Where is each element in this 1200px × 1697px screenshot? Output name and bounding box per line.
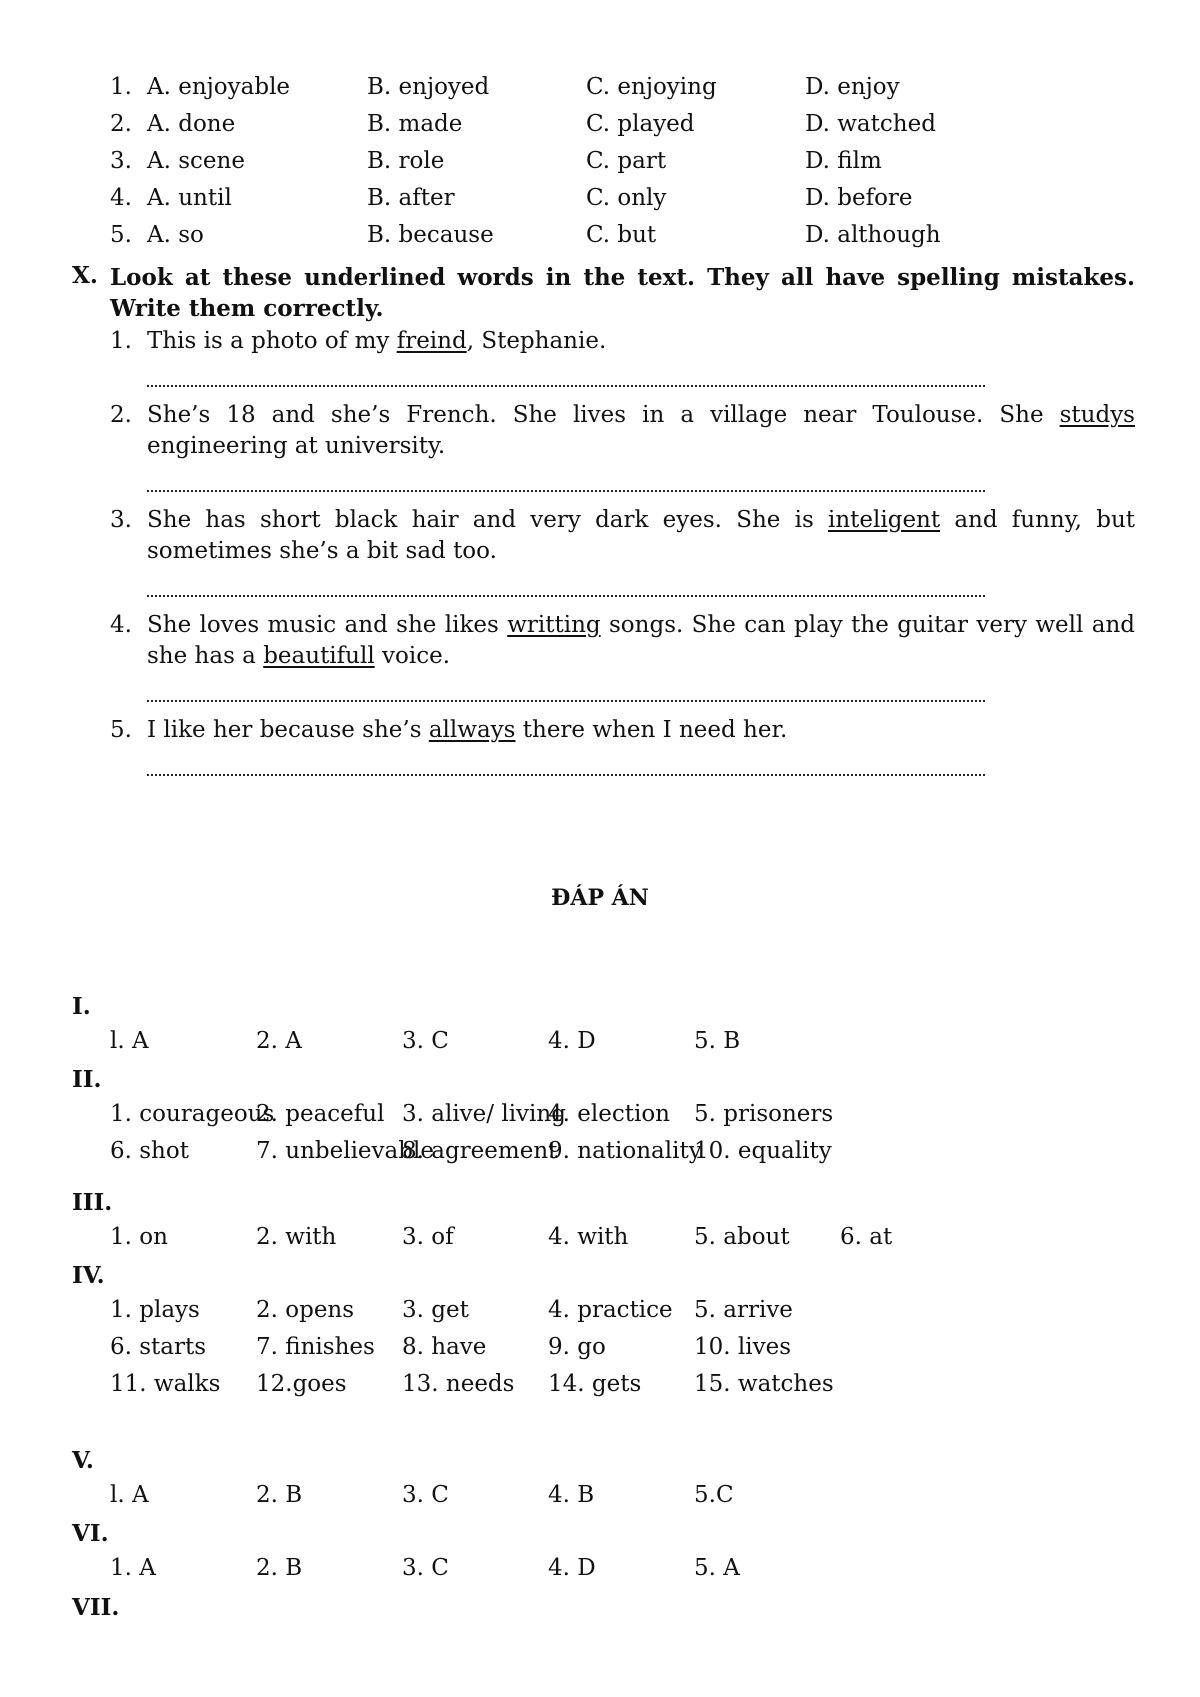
- answer-section-label: III.: [72, 1189, 113, 1216]
- option-d: D. enjoy: [805, 74, 900, 100]
- answer-item: 2. A: [256, 1028, 302, 1054]
- question-text: [147, 400, 1135, 462]
- answer-item: 5. arrive: [694, 1297, 793, 1323]
- answer-item: 5.C: [694, 1482, 734, 1508]
- option-d: D. watched: [805, 111, 936, 137]
- question-text-part: She loves music and she likes: [147, 612, 508, 638]
- option-a: A. done: [147, 111, 236, 137]
- misspelled-word: beautifull: [263, 643, 375, 669]
- question-text-part: , Stephanie.: [466, 328, 607, 354]
- section-x-instruction: Look at these underlined words in the text. They all have spelling mistakes. Write them correctly.: [110, 264, 1135, 322]
- answer-item: 1. courageous: [110, 1101, 275, 1127]
- question-text: [147, 326, 1135, 357]
- mc-row: [110, 148, 1010, 182]
- answer-line[interactable]: [147, 595, 985, 597]
- answer-item: 1. A: [110, 1555, 156, 1581]
- option-a: A. scene: [147, 148, 245, 174]
- answer-section-label: VI.: [72, 1520, 109, 1547]
- answer-item: 5. about: [694, 1224, 790, 1250]
- answer-row: [110, 1138, 1060, 1172]
- question-text: [147, 715, 1135, 746]
- misspelled-word: studys: [1059, 402, 1135, 428]
- mc-number: 2.: [110, 111, 132, 137]
- answer-section-label: IV.: [72, 1262, 105, 1289]
- answer-section-label: I.: [72, 993, 91, 1020]
- mc-row: [110, 74, 1010, 108]
- mc-row: [110, 185, 1010, 219]
- answer-line[interactable]: [147, 700, 985, 702]
- answer-key-title: ĐÁP ÁN: [551, 885, 649, 911]
- answer-item: 12.goes: [256, 1371, 347, 1397]
- mc-number: 3.: [110, 148, 132, 174]
- question-text-part: songs. She can play the guitar very well and she has a: [147, 612, 1135, 669]
- option-c: C. enjoying: [586, 74, 717, 100]
- answer-item: 9. go: [548, 1334, 606, 1360]
- question-text-part: She has short black hair and very dark eyes. She is: [147, 507, 828, 533]
- mc-row: [110, 111, 1010, 145]
- option-a: A. so: [147, 222, 204, 248]
- question-text-part: voice.: [374, 643, 451, 669]
- option-b: B. enjoyed: [367, 74, 490, 100]
- answer-line[interactable]: [147, 774, 985, 776]
- answer-item: 3. C: [402, 1482, 449, 1508]
- answer-item: 11. walks: [110, 1371, 221, 1397]
- answer-row: [110, 1028, 1060, 1062]
- answer-item: 5. B: [694, 1028, 741, 1054]
- answer-item: 10. lives: [694, 1334, 792, 1360]
- answer-item: 6. starts: [110, 1334, 207, 1360]
- question-number: 4.: [110, 612, 132, 638]
- answer-item: 6. shot: [110, 1138, 189, 1164]
- answer-item: 7. unbelievable: [256, 1138, 434, 1164]
- answer-item: 2. peaceful: [256, 1101, 385, 1127]
- answer-item: l. A: [110, 1028, 149, 1054]
- option-d: D. before: [805, 185, 913, 211]
- answer-item: 3. get: [402, 1297, 469, 1323]
- option-d: D. although: [805, 222, 941, 248]
- answer-row: [110, 1297, 1060, 1331]
- option-d: D. film: [805, 148, 882, 174]
- answer-item: 3. C: [402, 1555, 449, 1581]
- option-c: C. part: [586, 148, 667, 174]
- answer-item: 2. with: [256, 1224, 337, 1250]
- answer-line[interactable]: [147, 385, 985, 387]
- answer-item: 4. practice: [548, 1297, 673, 1323]
- mc-number: 1.: [110, 74, 132, 100]
- question-text-part: This is a photo of my: [147, 328, 397, 354]
- answer-item: 4. D: [548, 1555, 596, 1581]
- answer-item: 10. equality: [694, 1138, 832, 1164]
- answer-row: [110, 1371, 1060, 1405]
- answer-item: 4. with: [548, 1224, 629, 1250]
- answer-item: 2. B: [256, 1482, 303, 1508]
- option-c: C. but: [586, 222, 657, 248]
- option-b: B. because: [367, 222, 494, 248]
- misspelled-word: writting: [507, 612, 601, 638]
- answer-section-label: II.: [72, 1066, 102, 1093]
- answer-item: 8. have: [402, 1334, 487, 1360]
- question-text: [147, 505, 1135, 567]
- question-number: 1.: [110, 328, 132, 354]
- question-number: 3.: [110, 507, 132, 533]
- answer-section-label: VII.: [72, 1594, 120, 1621]
- mc-number: 4.: [110, 185, 132, 211]
- answer-item: 1. on: [110, 1224, 168, 1250]
- section-x-label: X.: [72, 262, 98, 289]
- answer-item: 4. D: [548, 1028, 596, 1054]
- answer-item: 5. prisoners: [694, 1101, 834, 1127]
- question-number: 2.: [110, 402, 132, 428]
- answer-row: [110, 1555, 1060, 1589]
- answer-item: 4. election: [548, 1101, 670, 1127]
- answer-item: 4. B: [548, 1482, 595, 1508]
- answer-item: 13. needs: [402, 1371, 515, 1397]
- answer-item: l. A: [110, 1482, 149, 1508]
- misspelled-word: inteligent: [827, 507, 941, 533]
- question-number: 5.: [110, 717, 132, 743]
- answer-item: 3. of: [402, 1224, 454, 1250]
- answer-row: [110, 1334, 1060, 1368]
- answer-row: [110, 1224, 1060, 1258]
- answer-item: 14. gets: [548, 1371, 642, 1397]
- answer-section-label: V.: [72, 1447, 94, 1474]
- option-a: A. enjoyable: [147, 74, 291, 100]
- misspelled-word: freind: [396, 328, 467, 354]
- answer-row: [110, 1101, 1060, 1135]
- question-text-part: there when I need her.: [515, 717, 788, 743]
- misspelled-word: allways: [428, 717, 516, 743]
- answer-item: 9. nationality: [548, 1138, 702, 1164]
- answer-item: 3. alive/ living: [402, 1101, 566, 1127]
- question-text-part: I like her because she’s: [147, 717, 429, 743]
- answer-item: 5. A: [694, 1555, 740, 1581]
- mc-row: [110, 222, 1010, 256]
- answer-item: 1. plays: [110, 1297, 200, 1323]
- answer-item: 8. agreement: [402, 1138, 558, 1164]
- answer-item: 2. B: [256, 1555, 303, 1581]
- mc-number: 5.: [110, 222, 132, 248]
- answer-item: 2. opens: [256, 1297, 355, 1323]
- option-c: C. only: [586, 185, 667, 211]
- option-a: A. until: [147, 185, 232, 211]
- answer-item: 15. watches: [694, 1371, 834, 1397]
- option-b: B. made: [367, 111, 463, 137]
- question-text-part: and funny, but sometimes she’s a bit sad too.: [147, 507, 1135, 564]
- option-b: B. role: [367, 148, 445, 174]
- question-text-part: She’s 18 and she’s French. She lives in a village near Toulouse. She: [147, 402, 1060, 428]
- question-text-part: engineering at university.: [147, 433, 446, 459]
- option-b: B. after: [367, 185, 455, 211]
- answer-row: [110, 1482, 1060, 1516]
- answer-line[interactable]: [147, 490, 985, 492]
- answer-item: 7. finishes: [256, 1334, 375, 1360]
- question-text: [147, 610, 1135, 672]
- answer-item: 3. C: [402, 1028, 449, 1054]
- option-c: C. played: [586, 111, 695, 137]
- answer-item: 6. at: [840, 1224, 893, 1250]
